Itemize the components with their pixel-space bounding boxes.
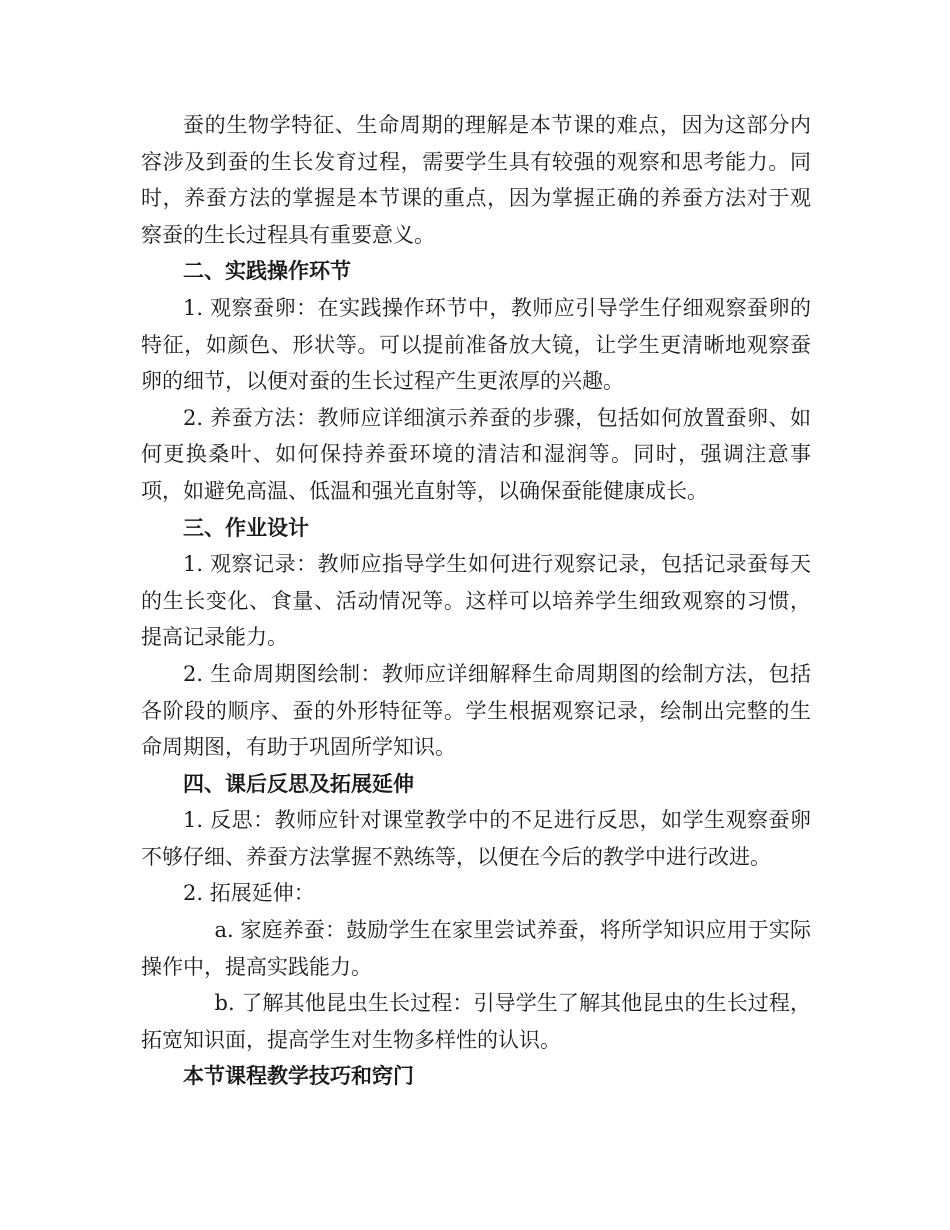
section-heading-tips: 本节课程教学技巧和窍门 bbox=[183, 1064, 414, 1089]
section-heading-practice: 二、实践操作环节 bbox=[183, 259, 351, 284]
paragraph-extension-b: b. 了解其他昆虫生长过程：引导学生了解其他昆虫的生长过程，拓宽知识面，提高学生对生物多样性的认识。 bbox=[141, 991, 811, 1052]
section-heading-homework: 三、作业设计 bbox=[183, 515, 309, 540]
paragraph-difficulty: 蚕的生物学特征、生命周期的理解是本节课的难点，因为这部分内容涉及到蚕的生长发育过程，需要学生具有较强的观察和思考能力。同时，养蚕方法的掌握是本节课的重点，因为掌握正确的养蚕方法对于观察蚕的生长过程具有重要意义。 bbox=[141, 113, 811, 247]
paragraph-reflection: 1. 反思：教师应针对课堂教学中的不足进行反思，如学生观察蚕卵不够仔细、养蚕方法掌握不熟练等，以便在今后的教学中进行改进。 bbox=[141, 808, 811, 869]
document-body bbox=[141, 107, 811, 1095]
paragraph-extension-a: a. 家庭养蚕：鼓励学生在家里尝试养蚕，将所学知识应用于实际操作中，提高实践能力。 bbox=[141, 918, 811, 979]
paragraph-observe-eggs: 1. 观察蚕卵：在实践操作环节中，教师应引导学生仔细观察蚕卵的特征，如颜色、形状等。可以提前准备放大镜，让学生更清晰地观察蚕卵的细节，以便对蚕的生长过程产生更浓厚的兴趣。 bbox=[141, 295, 811, 394]
paragraph-raising-method: 2. 养蚕方法：教师应详细演示养蚕的步骤，包括如何放置蚕卵、如何更换桑叶、如何保持养蚕环境的清洁和湿润等。同时，强调注意事项，如避免高温、低温和强光直射等，以确保蚕能健康成长。 bbox=[141, 405, 811, 503]
paragraph-observation-record: 1. 观察记录：教师应指导学生如何进行观察记录，包括记录蚕每天的生长变化、食量、活动情况等。这样可以培养学生细致观察的习惯，提高记录能力。 bbox=[141, 552, 811, 650]
section-heading-reflection: 四、课后反思及拓展延伸 bbox=[183, 771, 414, 796]
paragraph-extension: 2. 拓展延伸： bbox=[183, 881, 315, 906]
paragraph-lifecycle-drawing: 2. 生命周期图绘制：教师应详细解释生命周期图的绘制方法，包括各阶段的顺序、蚕的外形特征等。学生根据观察记录，绘制出完整的生命周期图，有助于巩固所学知识。 bbox=[141, 661, 811, 760]
